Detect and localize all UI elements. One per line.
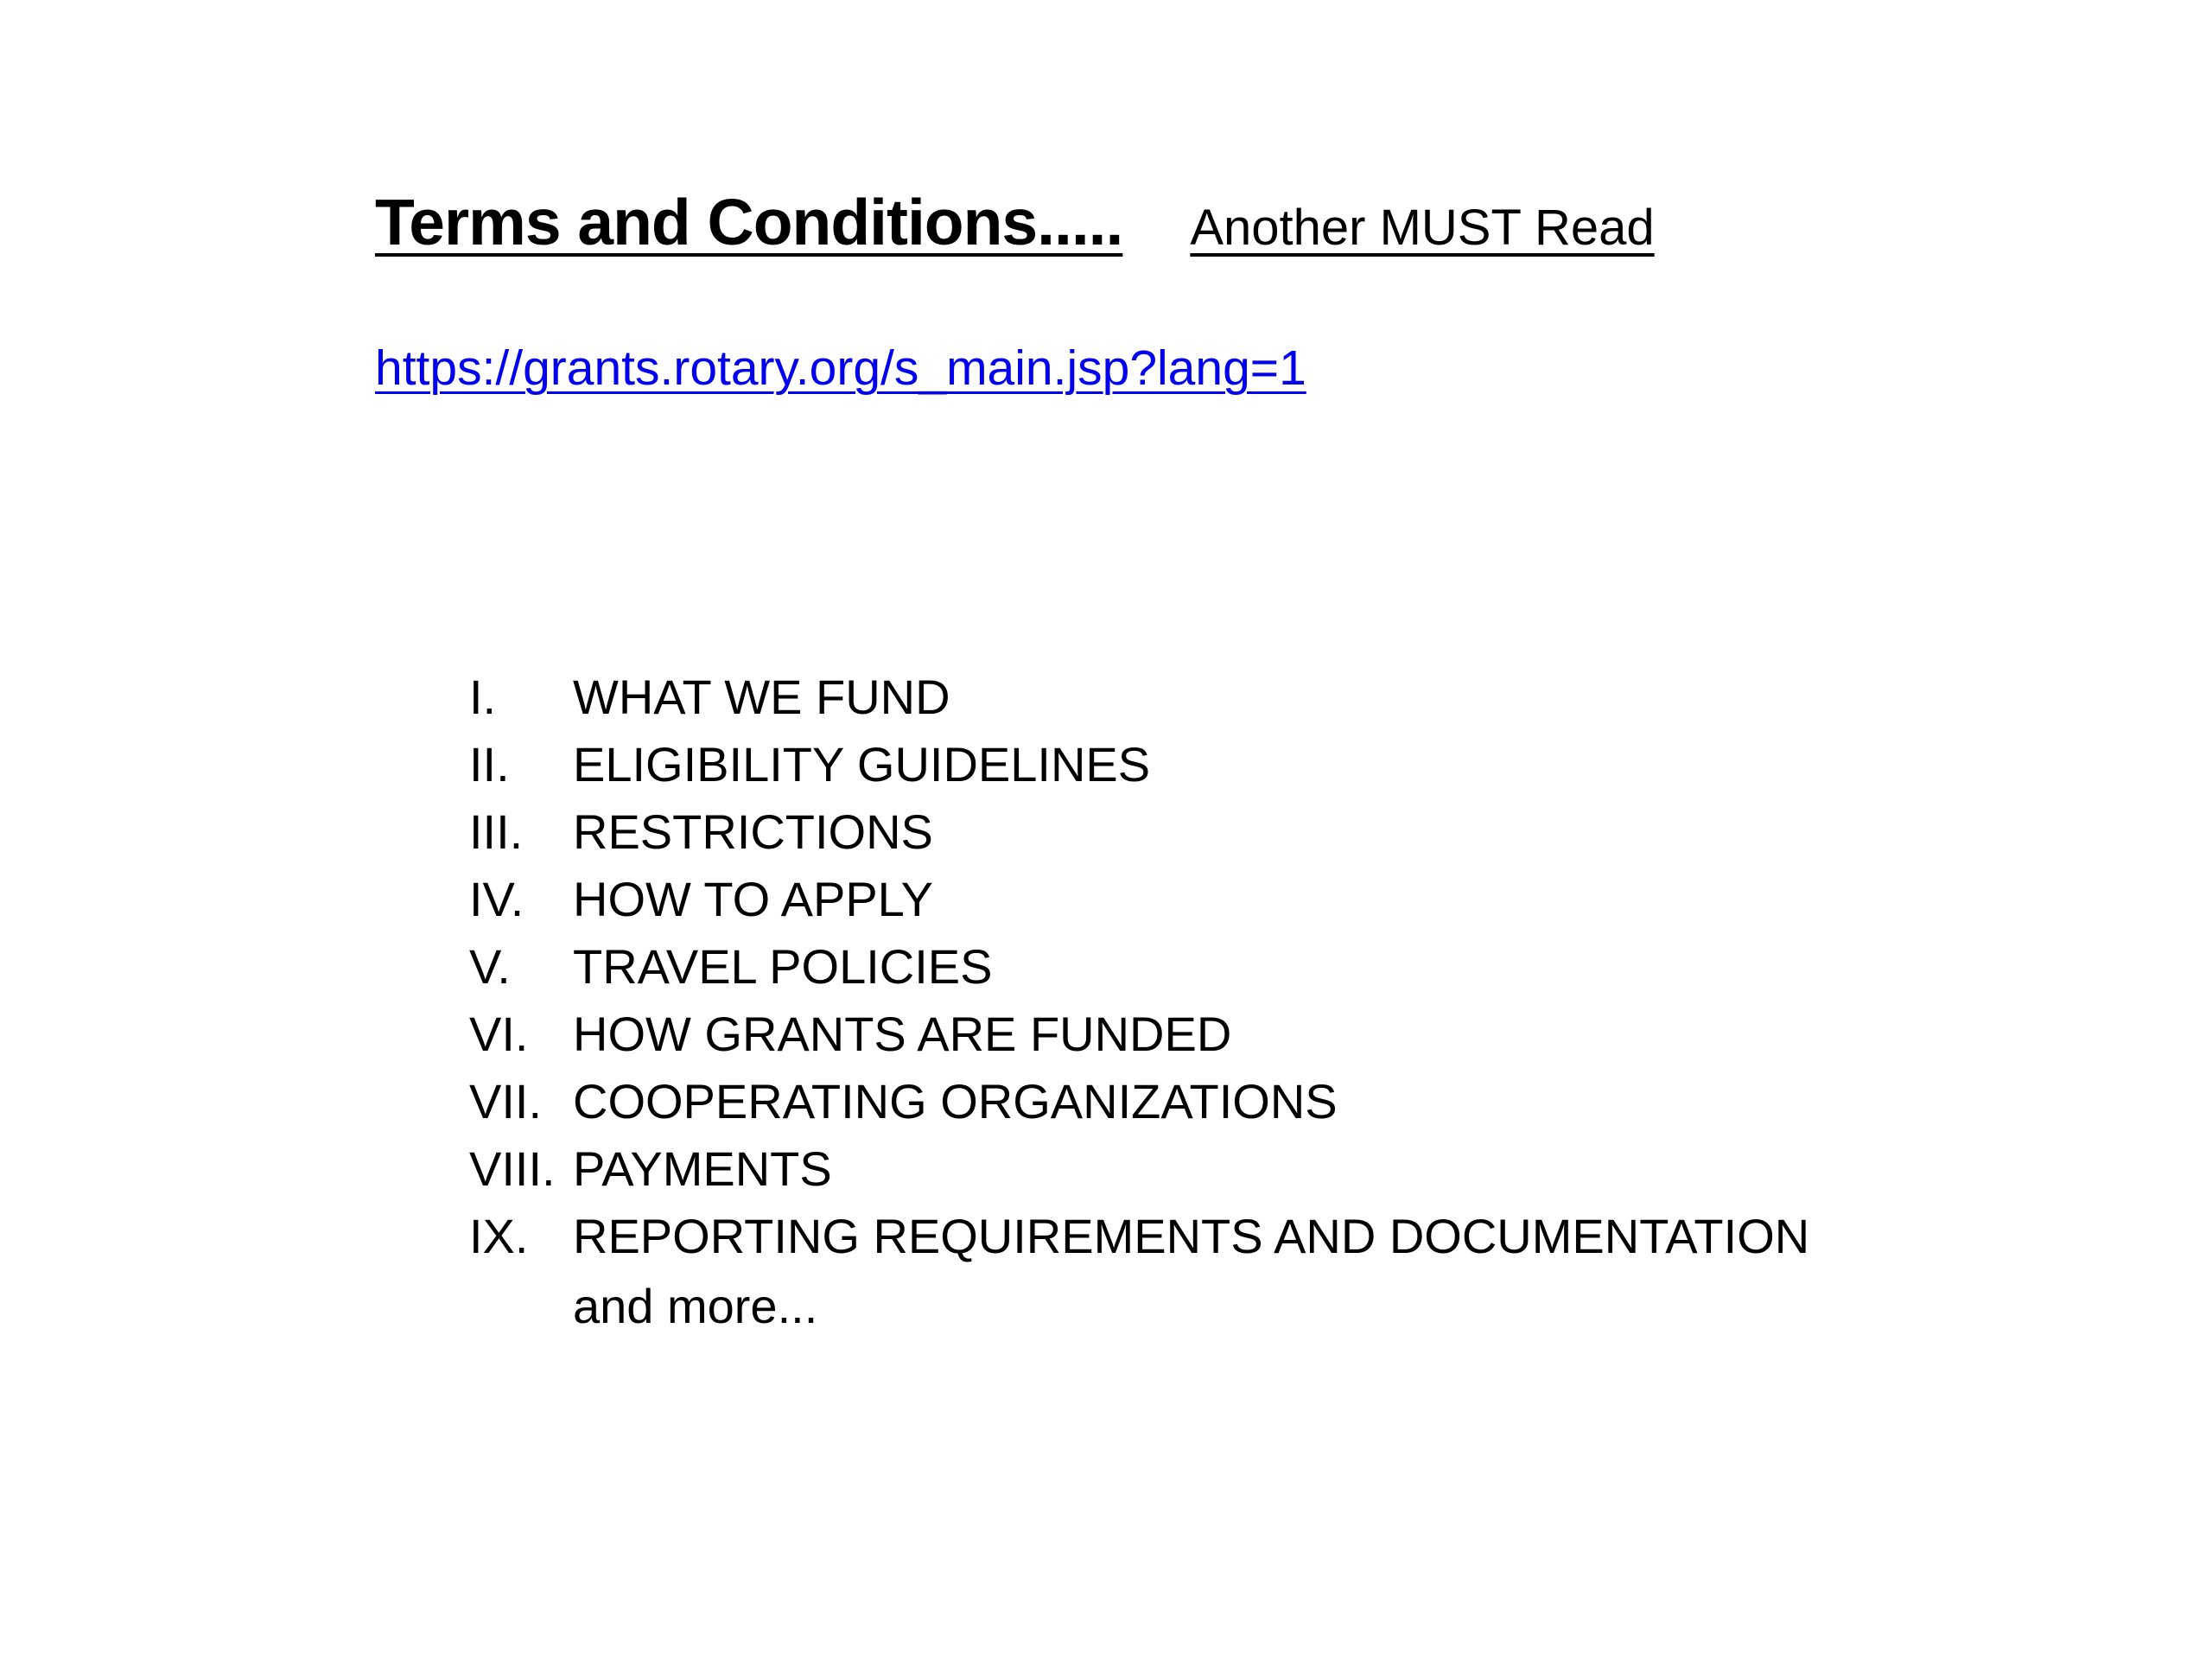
title-subtitle: Another MUST Read bbox=[1190, 200, 1655, 256]
toc-item bbox=[469, 1135, 1809, 1203]
toc-numeral: V. bbox=[469, 939, 511, 994]
toc-label: HOW GRANTS ARE FUNDED bbox=[573, 1007, 1232, 1061]
toc-label: REPORTING REQUIREMENTS AND DOCUMENTATION bbox=[573, 1209, 1810, 1263]
title-main: Terms and Conditions..... bbox=[375, 186, 1123, 258]
toc-item bbox=[469, 798, 1809, 866]
toc-item bbox=[469, 1001, 1809, 1068]
grants-link[interactable]: https://grants.rotary.org/s_main.jsp?lang=1 bbox=[375, 340, 1306, 396]
toc-item bbox=[469, 1068, 1809, 1135]
toc-label: PAYMENTS bbox=[573, 1141, 832, 1196]
toc-list bbox=[469, 664, 1809, 1270]
toc-label: HOW TO APPLY bbox=[573, 872, 934, 926]
toc-numeral: VII. bbox=[469, 1074, 543, 1128]
toc-item bbox=[469, 731, 1809, 798]
toc-item bbox=[469, 866, 1809, 933]
toc-item bbox=[469, 933, 1809, 1001]
slide-title bbox=[375, 185, 1655, 259]
toc-numeral: IX. bbox=[469, 1209, 529, 1263]
toc-item bbox=[469, 664, 1809, 731]
toc-label: ELIGIBILITY GUIDELINES bbox=[573, 737, 1151, 791]
toc-label: RESTRICTIONS bbox=[573, 804, 933, 859]
toc-numeral: III. bbox=[469, 804, 524, 859]
toc-numeral: VI. bbox=[469, 1007, 529, 1061]
toc-numeral: VIII. bbox=[469, 1141, 556, 1196]
toc-numeral: II. bbox=[469, 737, 510, 791]
toc-label: TRAVEL POLICIES bbox=[573, 939, 993, 994]
toc-numeral: I. bbox=[469, 670, 497, 724]
toc-numeral: IV. bbox=[469, 872, 524, 926]
toc-label: WHAT WE FUND bbox=[573, 670, 950, 724]
toc-label: COOPERATING ORGANIZATIONS bbox=[573, 1074, 1338, 1128]
toc-item bbox=[469, 1203, 1809, 1270]
toc-more-text: and more... bbox=[573, 1279, 818, 1333]
